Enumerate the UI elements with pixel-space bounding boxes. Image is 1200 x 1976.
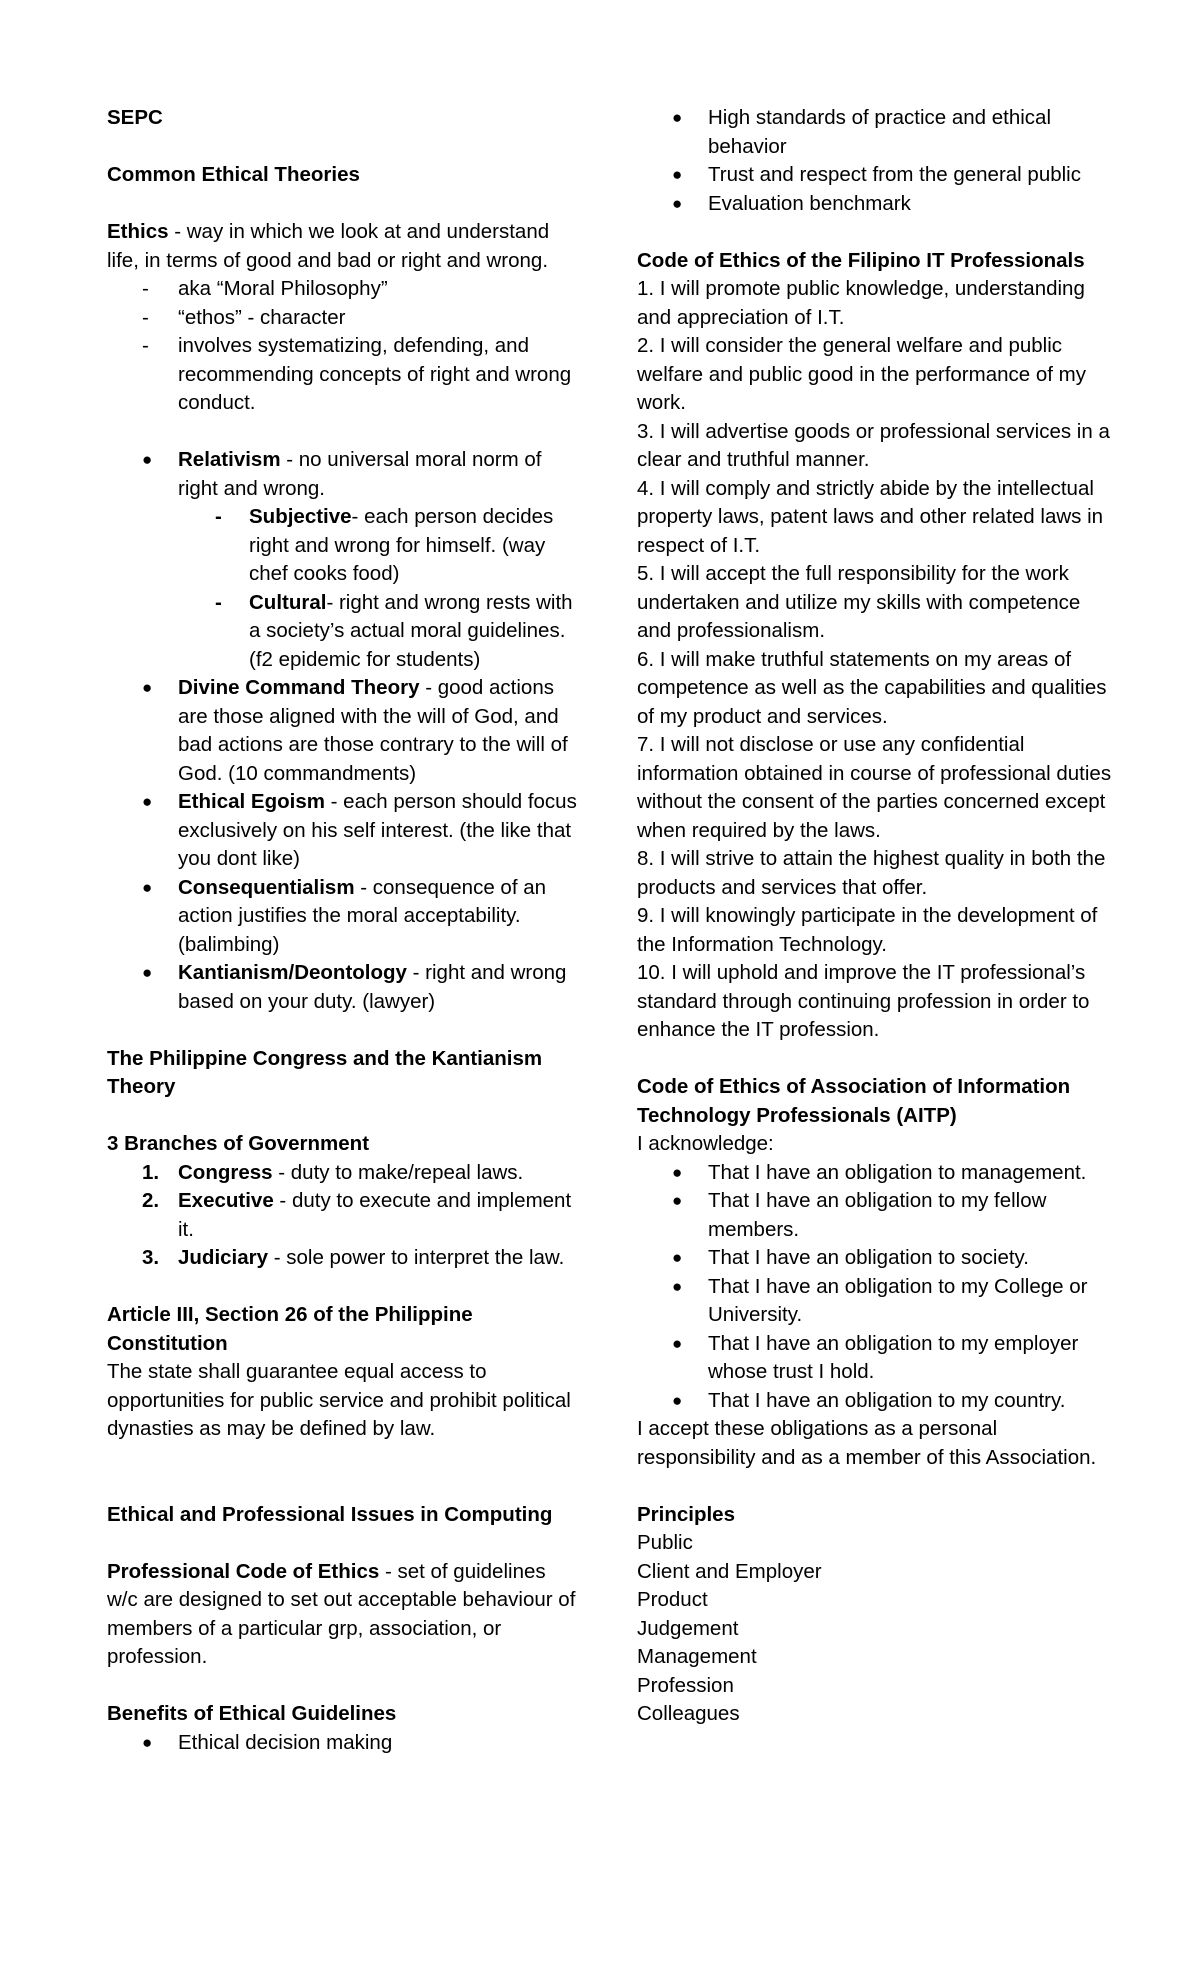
list-item: [142, 788, 577, 874]
term: Consequentialism: [178, 875, 355, 899]
list-item: [142, 959, 577, 1016]
bullet-marker: ●: [672, 108, 683, 127]
item-text: involves systematizing, defending, and recommending concepts of right and wrong conduct.: [178, 334, 572, 414]
bullet-marker: ●: [672, 1390, 683, 1410]
code-item: 7. I will not disclose or use any confidential information obtained in course of professional duties without the consent of the parties concerned except when required by the laws.: [637, 733, 1112, 842]
code-item: 1. I will promote public knowledge, understanding and appreciation of I.T.: [637, 277, 1085, 329]
definition: - no universal moral norm of right and wrong.: [178, 448, 542, 500]
list-item: [672, 104, 1117, 161]
item-text: That I have an obligation to my fellow members.: [708, 1189, 1047, 1241]
heading-philippine-congress: The Philippine Congress and the Kantianism Theory: [107, 1046, 543, 1098]
term: Relativism: [178, 448, 281, 471]
branches-list: [107, 1159, 577, 1273]
definition: - duty to make/repeal laws.: [272, 1160, 524, 1184]
definition: - consequence of an action justifies the moral acceptability. (balimbing): [178, 875, 547, 956]
principle-item: Colleagues: [637, 1702, 740, 1725]
item-text: Ethical decision making: [178, 1730, 393, 1754]
definition: - good actions are those aligned with the will of God, and bad actions are those contrary to the will of God. (10 commandments): [178, 676, 568, 785]
list-item: [142, 304, 577, 333]
heading-aitp-code: Code of Ethics of Association of Information Technology Professionals (AITP): [637, 1075, 1071, 1127]
heading-article-iii: Article III, Section 26 of the Philippine Constitution: [107, 1303, 473, 1355]
list-item: [142, 1244, 577, 1273]
principle-item: Management: [637, 1645, 757, 1668]
term: Executive: [178, 1189, 274, 1212]
list-item: [672, 190, 1117, 219]
term: Subjective: [249, 505, 352, 528]
list-item: [672, 1159, 1117, 1188]
right-column: [637, 104, 1117, 1729]
aitp-obligations-list: [637, 1159, 1117, 1416]
principle-item: Client and Employer: [637, 1559, 822, 1583]
number-marker: 3.: [142, 1246, 160, 1269]
document-title: SEPC: [107, 106, 163, 129]
benefits-list-continued: [637, 104, 1117, 218]
heading-branches: 3 Branches of Government: [107, 1132, 370, 1155]
list-item: [142, 674, 577, 788]
term: Congress: [178, 1160, 273, 1184]
list-item: [672, 1387, 1117, 1416]
aitp-closing: I accept these obligations as a personal responsibility and as a member of this Association.: [637, 1417, 1097, 1469]
bullet-marker: ●: [142, 792, 153, 811]
list-item: [142, 275, 577, 304]
definition: - each person should focus exclusively on his self interest. (the like that you dont like): [178, 790, 577, 870]
number-marker: 1.: [142, 1160, 160, 1184]
code-item: 5. I will accept the full responsibility for the work undertaken and utilize my skills with competence and professionalism.: [637, 562, 1081, 642]
definition: - right and wrong rests with a society’s actual moral guidelines. (f2 epidemic for students): [249, 590, 573, 671]
term: Cultural: [249, 590, 327, 614]
term: Ethical Egoism: [178, 790, 325, 813]
item-text: aka “Moral Philosophy”: [178, 277, 388, 300]
term: Judiciary: [178, 1246, 269, 1269]
definition: - sole power to interpret the law.: [268, 1246, 565, 1269]
bullet-marker: ●: [142, 877, 153, 897]
bullet-marker: ●: [142, 963, 153, 982]
item-text: That I have an obligation to my College or University.: [708, 1274, 1088, 1326]
code-item: 8. I will strive to attain the highest quality in both the products and services that offer.: [637, 847, 1106, 899]
term: Divine Command Theory: [178, 676, 420, 699]
bullet-marker: ●: [672, 1162, 683, 1182]
principle-item: Judgement: [637, 1616, 739, 1640]
dash-marker: -: [215, 505, 222, 528]
bullet-marker: ●: [672, 1248, 683, 1267]
dash-marker: -: [142, 305, 149, 329]
definition: - right and wrong based on your duty. (lawyer): [178, 961, 567, 1013]
bullet-marker: ●: [142, 450, 153, 469]
principle-item: Product: [637, 1588, 708, 1611]
heading-ethical-issues: Ethical and Professional Issues in Computing: [107, 1502, 553, 1526]
code-item: 2. I will consider the general welfare and public welfare and public good in the performance of my work.: [637, 334, 1086, 414]
article-text: The state shall guarantee equal access to opportunities for public service and prohibit political dynasties as may be defined by law.: [107, 1360, 571, 1440]
item-text: That I have an obligation to management.: [708, 1160, 1087, 1184]
bullet-marker: ●: [672, 1191, 683, 1210]
bullet-marker: ●: [672, 1333, 683, 1353]
list-item: [215, 589, 577, 675]
ethics-definition: [107, 218, 577, 275]
list-item: [215, 503, 577, 589]
left-column: [107, 104, 577, 1757]
bullet-marker: ●: [672, 165, 683, 184]
heading-common-ethical-theories: Common Ethical Theories: [107, 163, 360, 186]
list-item: [672, 1330, 1117, 1387]
ethics-notes-list: [107, 275, 577, 418]
item-text: Evaluation benchmark: [708, 191, 911, 215]
item-text: Trust and respect from the general public: [708, 163, 1081, 186]
item-text: That I have an obligation to my country.: [708, 1388, 1066, 1412]
list-item: [672, 1244, 1117, 1273]
bullet-marker: ●: [142, 678, 153, 697]
definition: - each person decides right and wrong for himself. (way chef cooks food): [249, 505, 554, 585]
number-marker: 2.: [142, 1189, 160, 1212]
bullet-marker: ●: [142, 1732, 153, 1752]
item-text: High standards of practice and ethical behavior: [708, 106, 1052, 158]
list-item: [142, 1187, 577, 1244]
bullet-marker: ●: [672, 193, 683, 213]
code-item: 6. I will make truthful statements on my areas of competence as well as the capabilities and qualities of my product and services.: [637, 647, 1107, 728]
relativism-sub-list: [178, 503, 577, 674]
code-item: 9. I will knowingly participate in the development of the Information Technology.: [637, 904, 1098, 956]
code-item: 10. I will uphold and improve the IT professional’s standard through continuing profession in order to enhance the IT profession.: [637, 961, 1090, 1041]
heading-benefits: Benefits of Ethical Guidelines: [107, 1702, 397, 1725]
code-item: 3. I will advertise goods or professional services in a clear and truthful manner.: [637, 419, 1110, 471]
list-item: [672, 1187, 1117, 1244]
list-item: [672, 1273, 1117, 1330]
bullet-marker: ●: [672, 1276, 683, 1296]
principle-item: Public: [637, 1531, 693, 1554]
list-item: [142, 1729, 577, 1758]
definition: - duty to execute and implement it.: [178, 1189, 572, 1241]
heading-principles: Principles: [637, 1502, 735, 1526]
definition: - way in which we look at and understand life, in terms of good and bad or right and wrong.: [107, 220, 550, 272]
dash-marker: -: [142, 277, 149, 300]
heading-filipino-it-code: Code of Ethics of the Filipino IT Professionals: [637, 248, 1085, 272]
benefits-list: [107, 1729, 577, 1758]
list-item: [142, 874, 577, 960]
term: Kantianism/Deontology: [178, 961, 407, 984]
definition: - set of guidelines w/c are designed to set out acceptable behaviour of members of a particular grp, association, or profession.: [107, 1559, 576, 1668]
principle-item: Profession: [637, 1673, 734, 1697]
item-text: That I have an obligation to society.: [708, 1246, 1029, 1269]
list-item: [142, 1159, 577, 1188]
item-text: That I have an obligation to my employer whose trust I hold.: [708, 1331, 1079, 1383]
term: Professional Code of Ethics: [107, 1559, 380, 1583]
theories-list: [107, 446, 577, 1016]
dash-marker: -: [215, 590, 222, 614]
code-item: 4. I will comply and strictly abide by the intellectual property laws, patent laws and other related laws in respect of I.T.: [637, 476, 1104, 557]
dash-marker: -: [142, 334, 149, 357]
list-item: [142, 446, 577, 674]
professional-code-definition: [107, 1558, 577, 1672]
list-item: [672, 161, 1117, 190]
term: Ethics: [107, 220, 169, 243]
list-item: [142, 332, 577, 418]
item-text: “ethos” - character: [178, 305, 346, 329]
aitp-intro: I acknowledge:: [637, 1132, 774, 1155]
